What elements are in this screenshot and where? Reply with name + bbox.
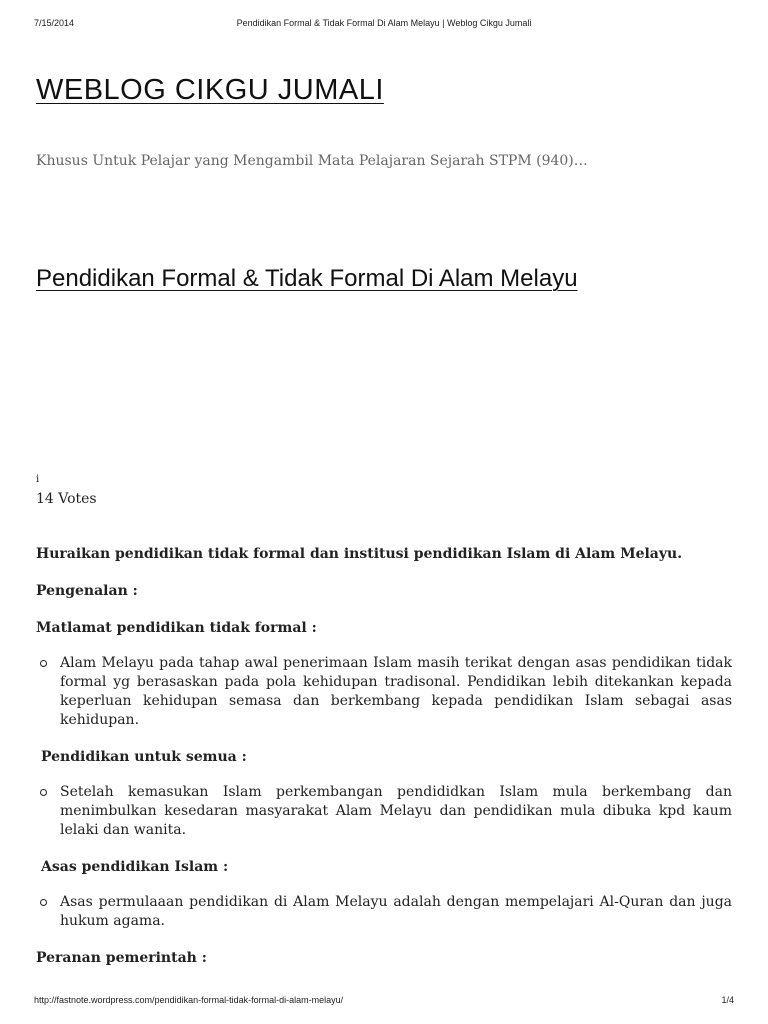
page-number: 1/4 [721, 995, 734, 1005]
list-item [36, 783, 732, 840]
essay-question: Huraikan pendidikan tidak formal dan institusi pendidikan Islam di Alam Melayu. [36, 546, 683, 562]
vote-count: 14 Votes [36, 491, 97, 507]
rating-info-icon[interactable]: i [36, 474, 40, 485]
section-heading: Asas pendidikan Islam : [41, 859, 229, 875]
section-heading: Peranan pemerintah : [36, 950, 207, 966]
print-footer [34, 995, 734, 1007]
bullet-list [36, 893, 732, 931]
print-date: 7/15/2014 [34, 18, 75, 28]
list-item-text: Asas permulaaan pendidikan di Alam Melayu adalah dengan mempelajari Al-Quran dan juga hukum agama. [60, 894, 732, 929]
print-header [34, 18, 734, 30]
list-item [36, 893, 732, 931]
bullet-list [36, 654, 732, 730]
print-page-title: Pendidikan Formal & Tidak Formal Di Alam Melayu | Weblog Cikgu Jumali [236, 18, 532, 28]
circle-bullet-icon [40, 789, 47, 796]
section-heading: Pengenalan : [36, 583, 138, 599]
list-item-text: Setelah kemasukan Islam perkembangan pendididkan Islam mula berkembang dan menimbulkan kesedaran masyarakat Alam Melayu dan pendidikan mula dibuka kpd kaum lelaki dan wanita. [60, 784, 732, 838]
site-title[interactable]: WEBLOG CIKGU JUMALI [36, 74, 384, 106]
post-content [36, 545, 732, 968]
post-title[interactable]: Pendidikan Formal & Tidak Formal Di Alam Melayu [36, 265, 578, 292]
section-heading: Pendidikan untuk semua : [41, 749, 247, 765]
list-item [36, 654, 732, 730]
circle-bullet-icon [40, 660, 47, 667]
circle-bullet-icon [40, 899, 47, 906]
bullet-list [36, 783, 732, 840]
section-heading: Matlamat pendidikan tidak formal : [36, 620, 317, 636]
list-item-text: Alam Melayu pada tahap awal penerimaan Islam masih terikat dengan asas pendidikan tidak formal yg berasaskan pada pola kehidupan tradisonal. Pendidikan lebih ditekankan kepada keperluan kehidupan semasa dan berkembang kepada pendidikan Islam sebagai asas kehidupan. [60, 655, 732, 728]
site-description: Khusus Untuk Pelajar yang Mengambil Mata Pelajaran Sejarah STPM (940)… [36, 153, 588, 169]
page-url: http://fastnote.wordpress.com/pendidikan-formal-tidak-formal-di-alam-melayu/ [34, 995, 344, 1005]
